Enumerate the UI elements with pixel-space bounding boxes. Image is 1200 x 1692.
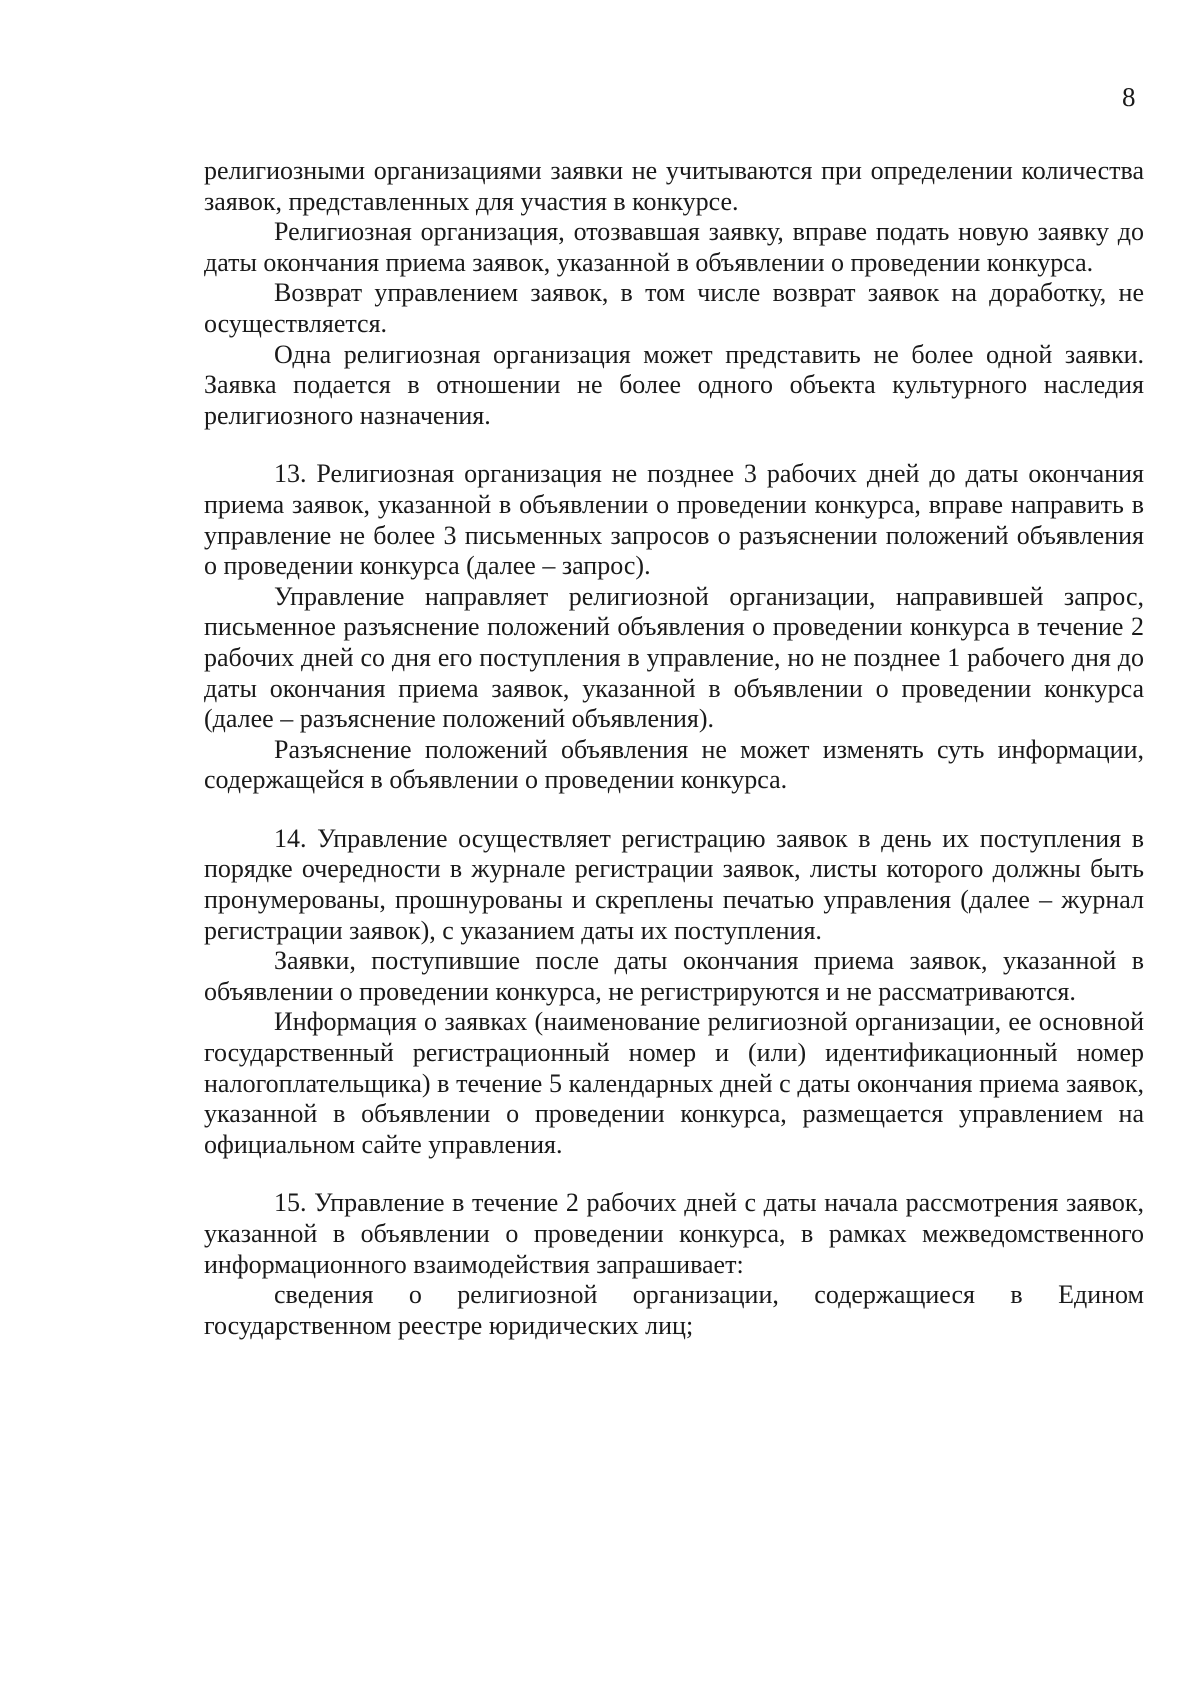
document-body (204, 156, 1144, 1341)
paragraph-one-application: Одна религиозная организация может представить не более одной заявки. Заявка подается в отношении не более одного объекта культурного наследия религиозного назначения. (204, 339, 1144, 430)
paragraph-item-15: 15. Управление в течение 2 рабочих дней с даты начала рассмотрения заявок, указанной в объявлении о проведении конкурса, в рамках межведомственного информационного взаимодействия запрашивает: (204, 1188, 1144, 1279)
paragraph-item-13: 13. Религиозная организация не позднее 3 рабочих дней до даты окончания приема заявок, указанной в объявлении о проведении конкурса, вправе направить в управление не более 3 письменных запросов о разъяснении положений объявления о проведении конкурса (далее – запрос). (204, 459, 1144, 581)
paragraph-applications-info: Информация о заявках (наименование религиозной организации, ее основной государственный регистрационный номер и (или) идентификационный номер налогоплательщика) в течение 5 календарных дней с даты окончания приема заявок, указанной в объявлении о проведении конкурса, размещается управлением на официальном сайте управления. (204, 1007, 1144, 1159)
paragraph-late-applications: Заявки, поступившие после даты окончания приема заявок, указанной в объявлении о проведении конкурса, не регистрируются и не рассматриваются. (204, 946, 1144, 1006)
paragraph-no-return: Возврат управлением заявок, в том числе возврат заявок на доработку, не осуществляется. (204, 278, 1144, 338)
paragraph-clarification-limit: Разъяснение положений объявления не может изменять суть информации, содержащейся в объявлении о проведении конкурса. (204, 734, 1144, 795)
paragraph-registry-info: сведения о религиозной организации, содержащиеся в Едином государственном реестре юридических лиц; (204, 1280, 1144, 1340)
paragraph-clarification-response: Управление направляет религиозной организации, направившей запрос, письменное разъяснение положений объявления о проведении конкурса в течение 2 рабочих дней со дня его поступления в управление, но не позднее 1 рабочего дня до даты окончания приема заявок, указанной в объявлении о проведении конкурса (далее – разъяснение положений объявления). (204, 581, 1144, 734)
paragraph-withdrawal-resubmit: Религиозная организация, отозвавшая заявку, вправе подать новую заявку до даты окончания приема заявок, указанной в объявлении о проведении конкурса. (204, 217, 1144, 277)
paragraph-continuation: религиозными организациями заявки не учитываются при определении количества заявок, представленных для участия в конкурсе. (204, 156, 1144, 216)
page-number: 8 (1122, 82, 1136, 112)
paragraph-item-14: 14. Управление осуществляет регистрацию заявок в день их поступления в порядке очередности в журнале регистрации заявок, листы которого должны быть пронумерованы, прошнурованы и скреплены печатью управления (далее – журнал регистрации заявок), с указанием даты их поступления. (204, 823, 1144, 945)
